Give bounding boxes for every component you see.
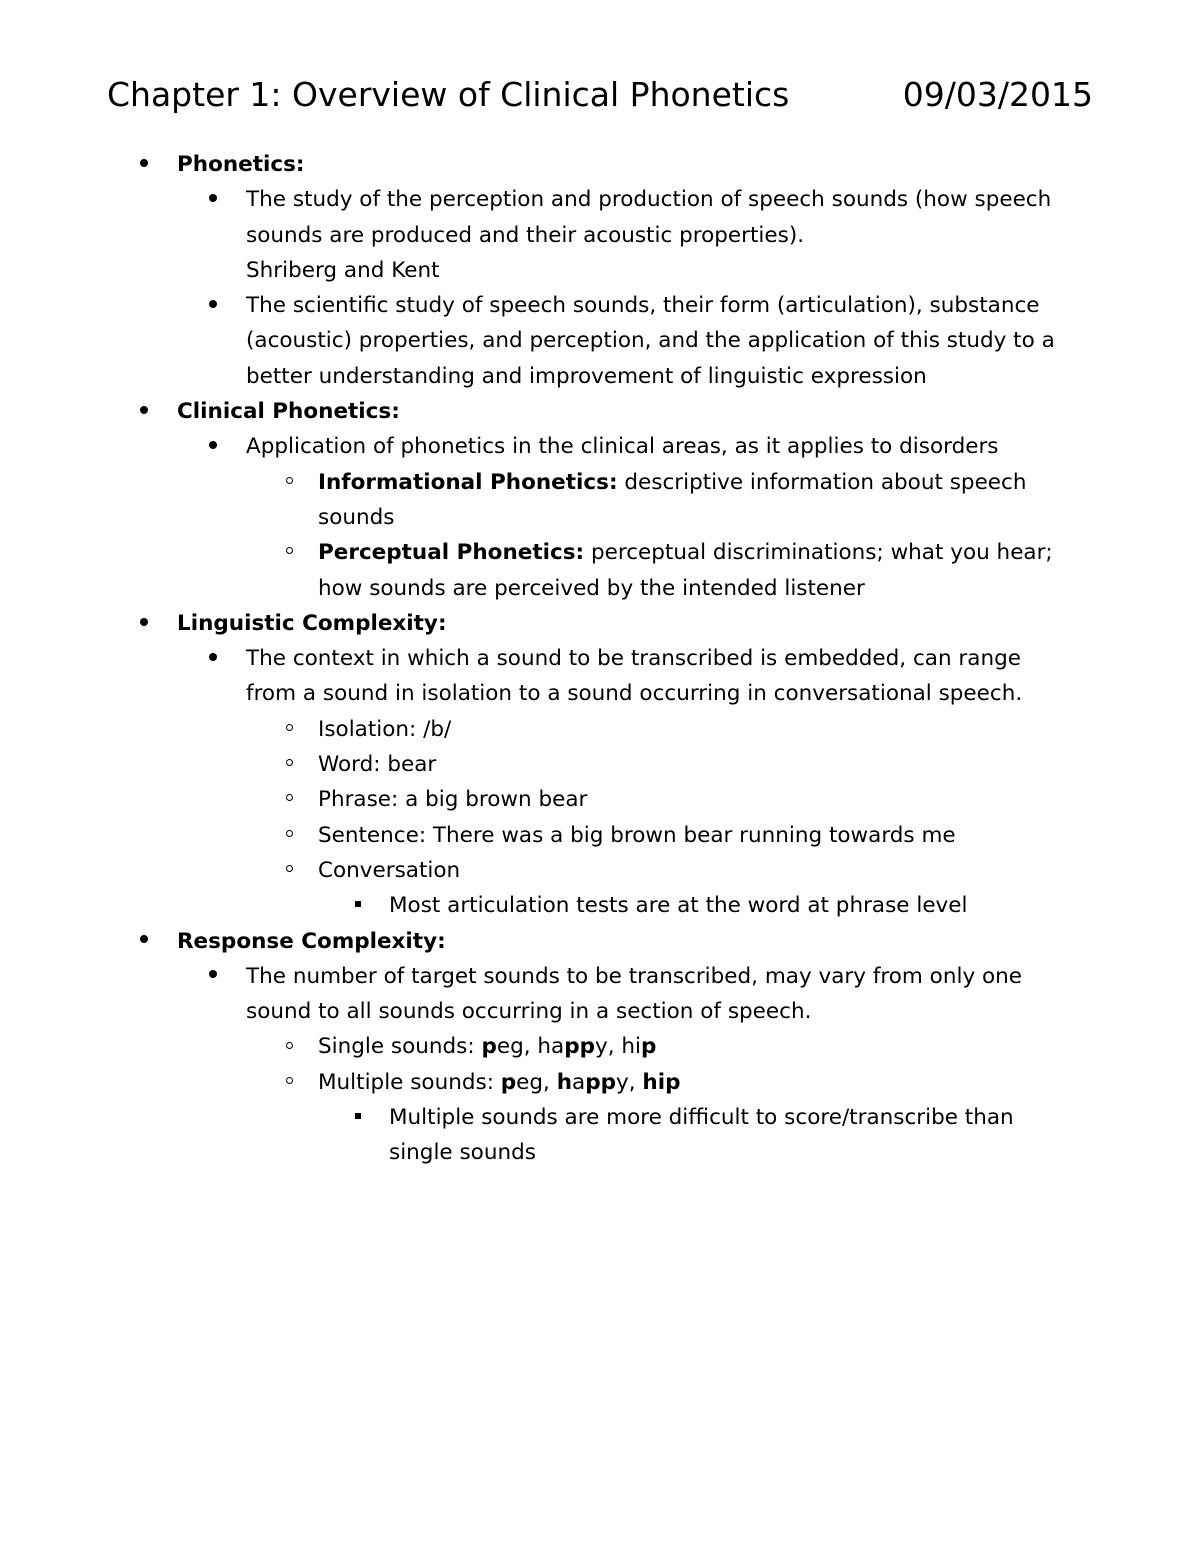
example-text: Isolation: /b/ [318, 716, 452, 742]
list-item [246, 641, 1066, 712]
example-part: p [481, 1034, 497, 1060]
multiple-sounds-example [501, 1070, 681, 1095]
list-item [318, 853, 1068, 888]
disc-bullet-icon [134, 394, 154, 429]
example-part: p [641, 1034, 657, 1060]
square-bullet-icon [348, 888, 368, 923]
disc-bullet-icon [203, 429, 223, 464]
example-text: Sentence: There was a big brown bear running towards me [318, 822, 956, 848]
example-part: pp [564, 1034, 595, 1060]
term-definition: perceptual discriminations; what you hear; how sounds are perceived by the intended listener [318, 540, 1053, 601]
term-label: Perceptual Phonetics: [318, 540, 585, 566]
circle-bullet-icon [279, 465, 299, 500]
example-label: Multiple sounds: [318, 1069, 501, 1095]
list-item [318, 782, 1068, 817]
list-item [389, 1100, 1069, 1171]
square-bullet-icon [348, 1100, 368, 1135]
example-part: p [500, 1069, 517, 1095]
example-text: Word: bear [318, 752, 437, 778]
title-row [107, 70, 1097, 120]
disc-bullet-icon [203, 641, 223, 676]
section-clinical-phonetics [177, 394, 1067, 429]
example-label: Single sounds: [318, 1034, 482, 1060]
circle-bullet-icon [279, 853, 299, 888]
example-text: Phrase: a big brown bear [318, 787, 588, 813]
list-item [246, 429, 1066, 464]
list-item [318, 747, 1068, 782]
list-item [246, 959, 1066, 1030]
list-item [318, 1065, 1068, 1100]
example-part: h [556, 1069, 573, 1095]
circle-bullet-icon [279, 712, 299, 747]
circle-bullet-icon [279, 1029, 299, 1064]
list-item [318, 465, 1068, 536]
section-heading: Linguistic Complexity: [177, 610, 447, 636]
list-item [318, 818, 1068, 853]
notes-outline [0, 147, 1200, 1171]
example-part: pp [585, 1069, 616, 1095]
section-heading: Clinical Phonetics: [177, 399, 400, 425]
note-text: Multiple sounds are more difficult to score/transcribe than single sounds [389, 1105, 1014, 1166]
section-phonetics [177, 147, 1067, 182]
section-response-complexity [177, 924, 1067, 959]
definition-text: The scientific study of speech sounds, their form (articulation), substance (acoustic) properties, and perception, and the application of this study to a better understanding and improvement of linguistic expression [246, 293, 1055, 389]
list-item [318, 1029, 1068, 1064]
circle-bullet-icon [279, 782, 299, 817]
page-title: Chapter 1: Overview of Clinical Phonetics [107, 75, 790, 114]
list-item [246, 182, 1066, 288]
term-definition: descriptive information about speech sounds [318, 469, 1027, 530]
circle-bullet-icon [279, 747, 299, 782]
single-sounds-example [481, 1034, 656, 1059]
list-item [318, 712, 1068, 747]
definition-source: Shriberg and Kent [246, 257, 440, 283]
disc-bullet-icon [203, 959, 223, 994]
disc-bullet-icon [134, 606, 154, 641]
definition-text: The study of the perception and production of speech sounds (how speech sounds are produced and their acoustic properties). [246, 187, 1052, 248]
example-part: y, [616, 1069, 643, 1095]
definition-text: The number of target sounds to be transcribed, may vary from only one sound to all sounds occurring in a section of speech. [246, 963, 1023, 1025]
disc-bullet-icon [203, 288, 223, 323]
section-heading: Phonetics: [177, 152, 305, 177]
example-part: hip [642, 1069, 681, 1095]
definition-text: The context in which a sound to be transcribed is embedded, can range from a sound in isolation to a sound occurring in conversational speech. [246, 646, 1023, 707]
list-item [389, 888, 1069, 923]
circle-bullet-icon [279, 1065, 299, 1100]
definition-text: Application of phonetics in the clinical areas, as it applies to disorders [246, 434, 999, 460]
disc-bullet-icon [134, 147, 154, 182]
circle-bullet-icon [279, 818, 299, 853]
list-item [318, 535, 1068, 606]
disc-bullet-icon [134, 924, 154, 959]
example-part: eg, ha [496, 1034, 565, 1060]
disc-bullet-icon [203, 182, 223, 217]
list-item [246, 288, 1066, 394]
term-label: Informational Phonetics: [318, 469, 618, 495]
circle-bullet-icon [279, 535, 299, 570]
section-linguistic-complexity [177, 606, 1067, 641]
document-date: 09/03/2015 [902, 75, 1093, 114]
example-text: Conversation [318, 857, 461, 883]
note-text: Most articulation tests are at the word at phrase level [389, 893, 968, 919]
example-part: a [572, 1069, 586, 1095]
section-heading: Response Complexity: [177, 928, 446, 954]
example-part: y, hi [595, 1034, 641, 1060]
example-part: eg, [516, 1069, 557, 1095]
